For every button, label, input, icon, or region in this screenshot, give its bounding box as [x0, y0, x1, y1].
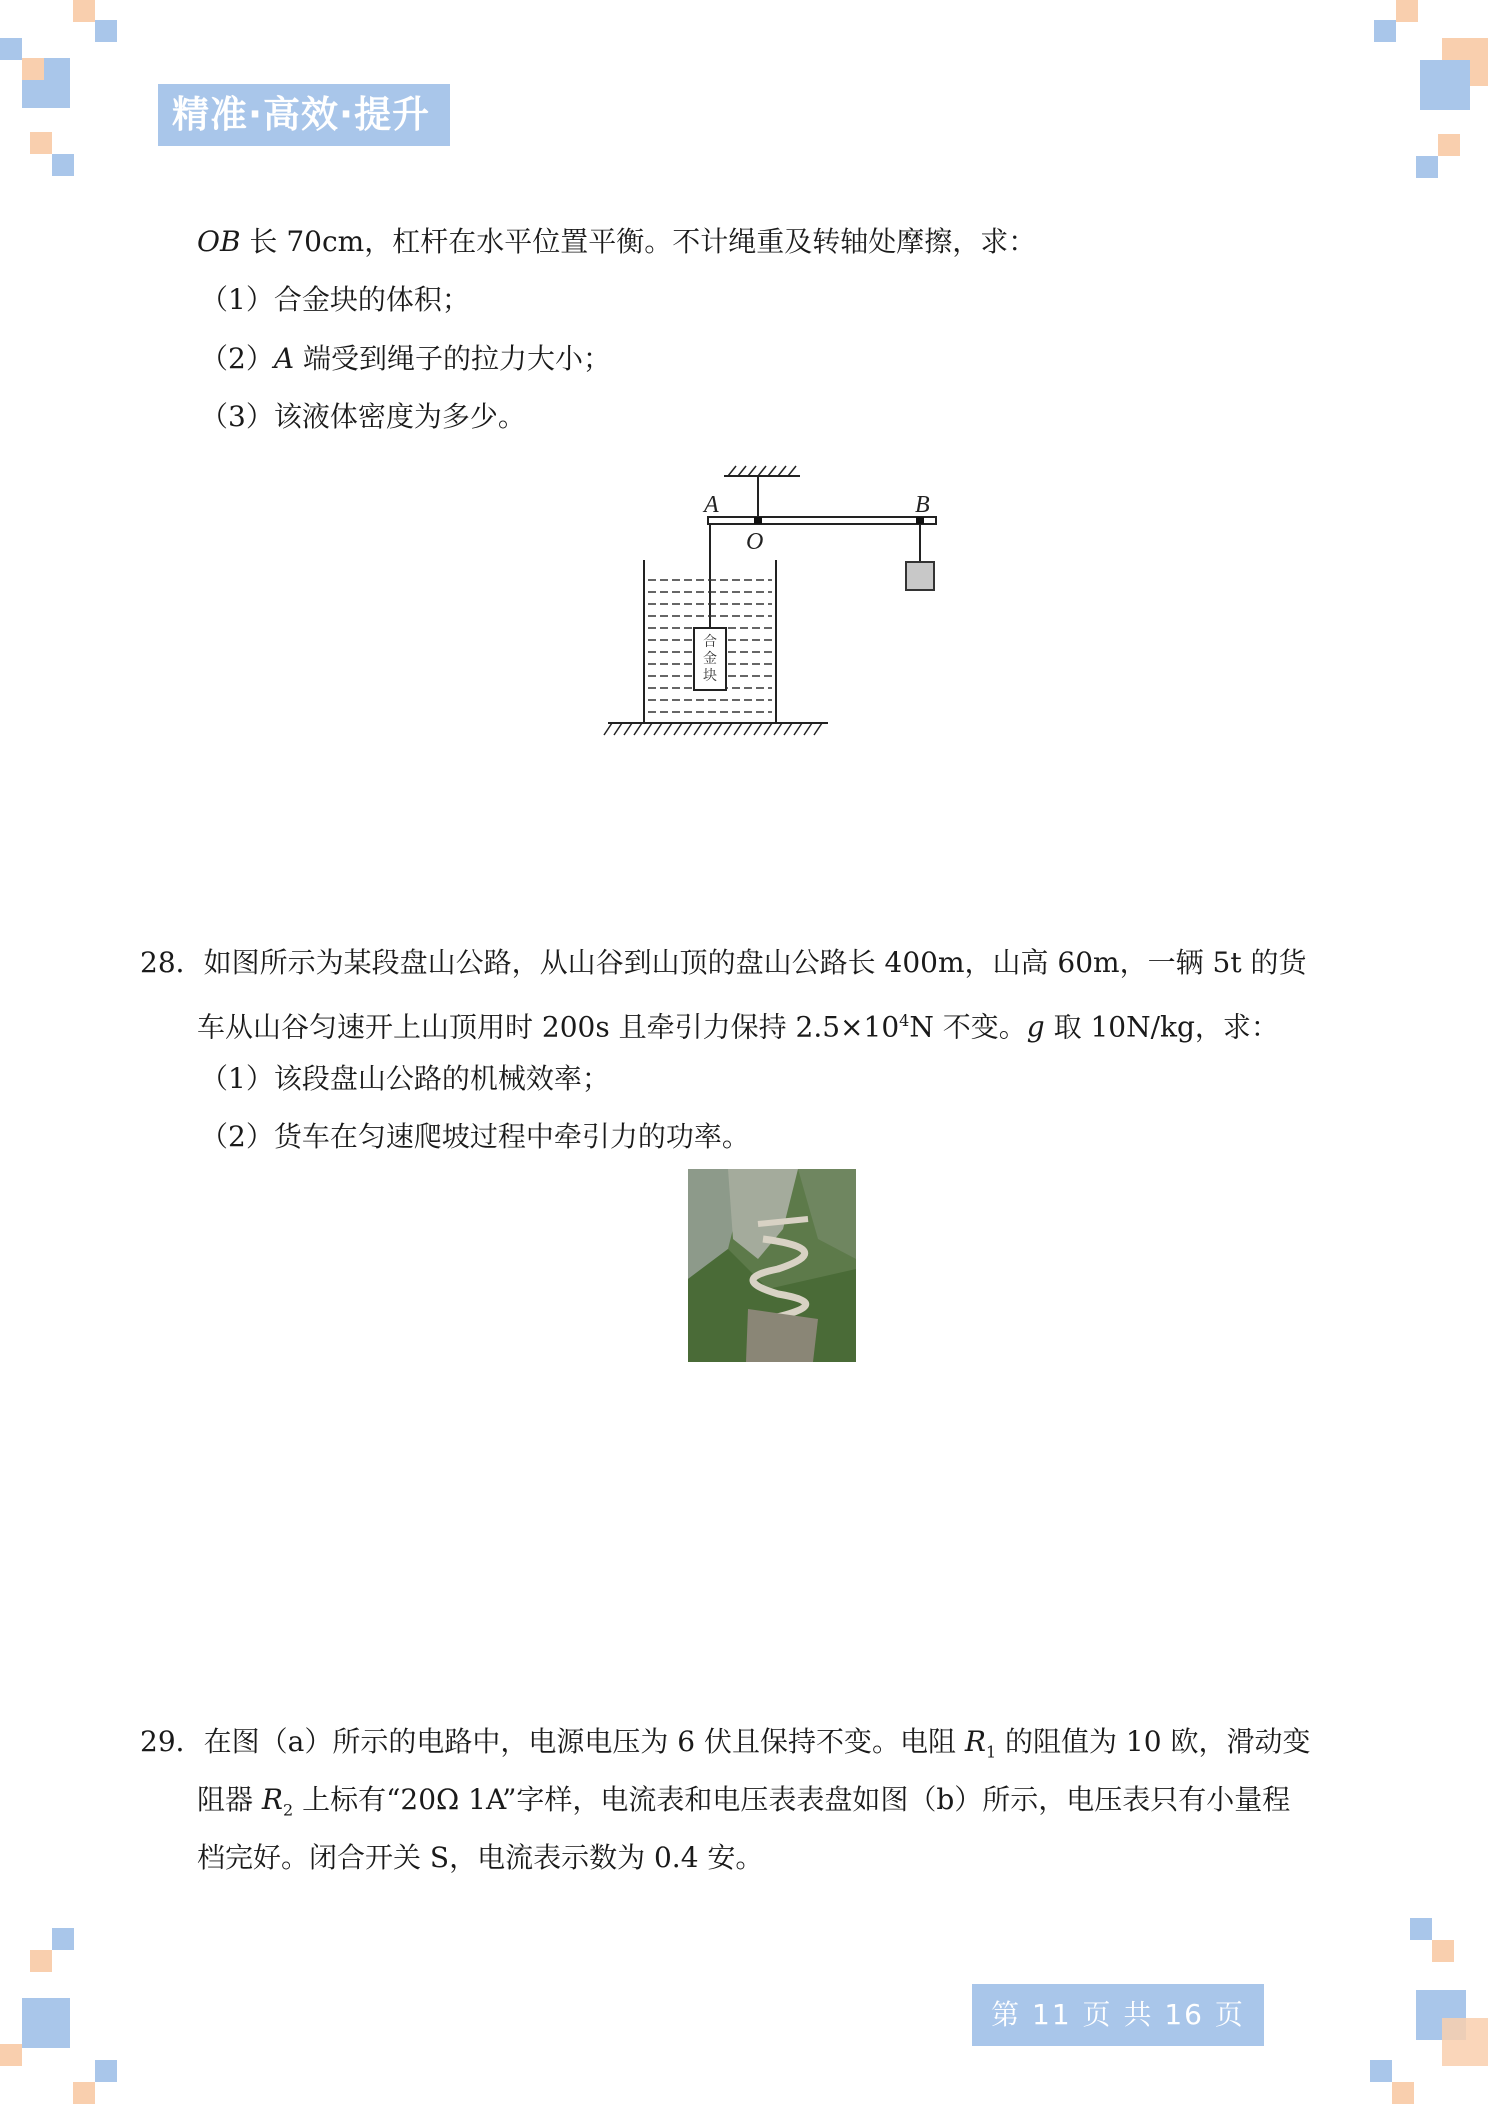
label-O: O	[746, 529, 764, 555]
label-A: A	[704, 492, 719, 518]
var-g: g	[1026, 1010, 1045, 1044]
problem27-q2	[200, 339, 611, 379]
problem28-line2	[197, 1001, 1279, 1047]
p28-text-a: 车从山谷匀速开上山顶用时 200s 且牵引力保持 2.5×10	[197, 1010, 900, 1044]
problem27-q1: （1）合金块的体积；	[200, 283, 470, 316]
var-A: A	[273, 342, 295, 375]
problem27-q3: （3）该液体密度为多少。	[200, 400, 526, 433]
p28-text-b: N 不变。	[909, 1010, 1027, 1044]
header-badge: 精准·高效·提升	[158, 84, 450, 146]
p29-text-c: 阻器	[197, 1783, 262, 1816]
block-char-3: 块	[703, 668, 717, 684]
q2-prefix: （2）	[200, 342, 274, 375]
problem27-intro	[197, 222, 1036, 262]
p29-text-d: 上标有“20Ω 1A”字样，电流表和电压表表盘如图（b）所示，电压表只有小量程	[293, 1783, 1291, 1816]
q2-text: 端受到绳子的拉力大小；	[294, 342, 611, 375]
var-OB: OB	[197, 225, 241, 258]
p28-text-c: 取 10N/kg，求：	[1044, 1010, 1279, 1044]
problem28-q2: （2）货车在匀速爬坡过程中牵引力的功率。	[200, 1120, 750, 1153]
lever-diagram	[600, 460, 945, 745]
p28-exponent: 4	[899, 1011, 910, 1030]
sub-2: 2	[283, 1800, 294, 1820]
mountain-road-photo	[688, 1169, 856, 1362]
sub-1: 1	[985, 1742, 997, 1762]
problem29-line2	[197, 1780, 1290, 1831]
problem29-line3: 档完好。闭合开关 S，电流表示数为 0.4 安。	[197, 1841, 764, 1874]
var-R1: R	[964, 1725, 986, 1758]
problem27-intro-text: 长 70cm，杠杆在水平位置平衡。不计绳重及转轴处摩擦，求：	[240, 225, 1037, 258]
problem29-line1	[140, 1722, 1310, 1773]
problem28-line1: 28．如图所示为某段盘山公路，从山谷到山顶的盘山公路长 400m，山高 60m，一辆 5t 的货	[140, 946, 1307, 979]
p29-text-a: 29．在图（a）所示的电路中，电源电压为 6 伏且保持不变。电阻	[140, 1725, 965, 1758]
var-R2: R	[261, 1783, 283, 1816]
page-number: 第 11 页 共 16 页	[972, 1984, 1264, 2046]
block-char-1: 合	[703, 634, 717, 650]
block-char-2: 金	[703, 651, 717, 667]
problem28-q1: （1）该段盘山公路的机械效率；	[200, 1062, 610, 1095]
label-B: B	[915, 492, 930, 518]
p29-text-b: 的阻值为 10 欧，滑动变	[996, 1725, 1311, 1758]
